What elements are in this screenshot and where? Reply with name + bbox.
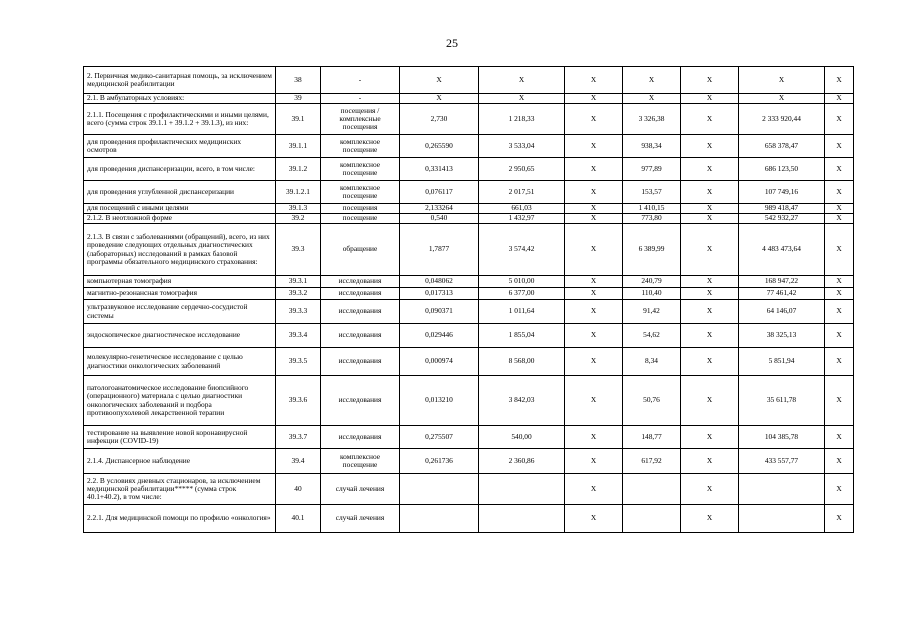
row-value-cell bbox=[623, 474, 681, 505]
row-code-cell: 40 bbox=[276, 474, 321, 505]
row-value-cell: 0,265590 bbox=[400, 135, 479, 158]
row-code-cell: 39.1.2 bbox=[276, 158, 321, 181]
row-value-cell: X bbox=[825, 474, 854, 505]
row-value-cell: X bbox=[825, 276, 854, 288]
row-value-cell: X bbox=[681, 94, 739, 104]
row-code-cell: 39.3.4 bbox=[276, 324, 321, 348]
row-code-cell: 39.4 bbox=[276, 449, 321, 474]
row-value-cell: 0,048062 bbox=[400, 276, 479, 288]
row-value-cell bbox=[479, 505, 565, 533]
table-row bbox=[84, 505, 854, 533]
row-value-cell: 3 574,42 bbox=[479, 224, 565, 276]
table-row bbox=[84, 158, 854, 181]
table-row bbox=[84, 288, 854, 300]
row-value-cell: X bbox=[565, 224, 623, 276]
row-name-cell: 2.1.3. В связи с заболеваниями (обращений), всего, из них проведение следующих отдельных диагностических (лабораторных) исследований в рамках базовой программы обязательного медицинского страхования: bbox=[84, 224, 276, 276]
row-unit-cell: исследования bbox=[321, 426, 400, 449]
row-value-cell: X bbox=[825, 288, 854, 300]
row-name-cell: тестирование на выявление новой коронавирусной инфекции (COVID-19) bbox=[84, 426, 276, 449]
table-row bbox=[84, 104, 854, 135]
row-name-cell: 2.2. В условиях дневных стационаров, за исключением медицинской реабилитации***** (сумма строк 40.1+40.2), в том числе: bbox=[84, 474, 276, 505]
row-value-cell: X bbox=[565, 104, 623, 135]
row-name-cell: для проведения диспансеризации, всего, в том числе: bbox=[84, 158, 276, 181]
row-name-cell: 2. Первичная медико-санитарная помощь, за исключением медицинской реабилитации bbox=[84, 67, 276, 94]
row-value-cell: X bbox=[400, 67, 479, 94]
row-value-cell: X bbox=[681, 214, 739, 224]
row-code-cell: 39.3 bbox=[276, 224, 321, 276]
row-value-cell: 0,090371 bbox=[400, 300, 479, 324]
row-value-cell: X bbox=[825, 324, 854, 348]
row-value-cell bbox=[623, 505, 681, 533]
row-code-cell: 39.3.7 bbox=[276, 426, 321, 449]
row-unit-cell: исследования bbox=[321, 300, 400, 324]
row-value-cell: 977,89 bbox=[623, 158, 681, 181]
row-value-cell: X bbox=[825, 426, 854, 449]
row-value-cell bbox=[739, 474, 825, 505]
row-value-cell: X bbox=[565, 276, 623, 288]
row-code-cell: 39.1.2.1 bbox=[276, 181, 321, 204]
row-value-cell: X bbox=[565, 214, 623, 224]
row-value-cell: X bbox=[681, 324, 739, 348]
row-value-cell: X bbox=[479, 67, 565, 94]
table-row bbox=[84, 135, 854, 158]
row-value-cell: X bbox=[681, 67, 739, 94]
row-value-cell: 0,261736 bbox=[400, 449, 479, 474]
row-value-cell: 0,275507 bbox=[400, 426, 479, 449]
row-value-cell: 0,013210 bbox=[400, 376, 479, 426]
row-value-cell: X bbox=[565, 324, 623, 348]
row-value-cell: 6 389,99 bbox=[623, 224, 681, 276]
row-value-cell: 2 360,86 bbox=[479, 449, 565, 474]
row-value-cell: 3 842,03 bbox=[479, 376, 565, 426]
row-code-cell: 39.1 bbox=[276, 104, 321, 135]
row-unit-cell: случай лечения bbox=[321, 505, 400, 533]
row-value-cell: 433 557,77 bbox=[739, 449, 825, 474]
row-value-cell: 5 010,00 bbox=[479, 276, 565, 288]
row-value-cell: 1,7877 bbox=[400, 224, 479, 276]
row-value-cell: 107 749,16 bbox=[739, 181, 825, 204]
row-value-cell: X bbox=[825, 505, 854, 533]
row-value-cell: X bbox=[739, 67, 825, 94]
row-value-cell: X bbox=[825, 449, 854, 474]
row-unit-cell: случай лечения bbox=[321, 474, 400, 505]
row-value-cell: 1 410,15 bbox=[623, 204, 681, 214]
table-row bbox=[84, 181, 854, 204]
row-value-cell: 3 533,04 bbox=[479, 135, 565, 158]
row-value-cell: X bbox=[565, 135, 623, 158]
row-value-cell: 38 325,13 bbox=[739, 324, 825, 348]
row-value-cell bbox=[400, 474, 479, 505]
row-unit-cell: комплексное посещение bbox=[321, 449, 400, 474]
row-unit-cell: посещения / комплексные посещения bbox=[321, 104, 400, 135]
row-code-cell: 39.1.3 bbox=[276, 204, 321, 214]
row-value-cell: 54,62 bbox=[623, 324, 681, 348]
row-value-cell: 168 947,22 bbox=[739, 276, 825, 288]
row-value-cell: X bbox=[479, 94, 565, 104]
row-value-cell: X bbox=[565, 288, 623, 300]
row-value-cell: 2,133264 bbox=[400, 204, 479, 214]
row-unit-cell: - bbox=[321, 94, 400, 104]
row-value-cell: X bbox=[825, 224, 854, 276]
row-value-cell: 1 218,33 bbox=[479, 104, 565, 135]
row-value-cell: 110,40 bbox=[623, 288, 681, 300]
row-value-cell: X bbox=[681, 348, 739, 376]
row-value-cell: 989 418,47 bbox=[739, 204, 825, 214]
row-value-cell: X bbox=[681, 505, 739, 533]
row-value-cell: 6 377,00 bbox=[479, 288, 565, 300]
row-unit-cell: комплексное посещение bbox=[321, 181, 400, 204]
row-name-cell: патологоанатомическое исследование биопсийного (операционного) материала с целью диагностики онкологических заболеваний и подбора противоопухолевой лекарственной терапии bbox=[84, 376, 276, 426]
row-value-cell: X bbox=[681, 426, 739, 449]
row-value-cell: X bbox=[681, 224, 739, 276]
row-value-cell: 617,92 bbox=[623, 449, 681, 474]
row-code-cell: 40.1 bbox=[276, 505, 321, 533]
row-value-cell: 0,076117 bbox=[400, 181, 479, 204]
row-value-cell: X bbox=[565, 181, 623, 204]
row-value-cell: X bbox=[681, 135, 739, 158]
row-value-cell: X bbox=[565, 449, 623, 474]
row-value-cell: X bbox=[825, 67, 854, 94]
row-value-cell: X bbox=[739, 94, 825, 104]
row-value-cell: X bbox=[623, 94, 681, 104]
row-value-cell: 0,017313 bbox=[400, 288, 479, 300]
row-value-cell: X bbox=[825, 181, 854, 204]
row-value-cell: 153,57 bbox=[623, 181, 681, 204]
table-row bbox=[84, 474, 854, 505]
row-unit-cell: исследования bbox=[321, 288, 400, 300]
row-value-cell: 4 483 473,64 bbox=[739, 224, 825, 276]
row-code-cell: 39.3.1 bbox=[276, 276, 321, 288]
row-value-cell: 0,331413 bbox=[400, 158, 479, 181]
row-value-cell: X bbox=[565, 376, 623, 426]
row-value-cell: 773,80 bbox=[623, 214, 681, 224]
row-value-cell: 104 385,78 bbox=[739, 426, 825, 449]
row-value-cell: X bbox=[681, 158, 739, 181]
row-value-cell: X bbox=[825, 300, 854, 324]
row-value-cell: 240,79 bbox=[623, 276, 681, 288]
row-name-cell: молекулярно-генетическое исследование с целью диагностики онкологических заболеваний bbox=[84, 348, 276, 376]
row-value-cell: X bbox=[825, 214, 854, 224]
row-value-cell: X bbox=[565, 474, 623, 505]
table-row bbox=[84, 300, 854, 324]
row-value-cell: 77 461,42 bbox=[739, 288, 825, 300]
row-value-cell: X bbox=[681, 449, 739, 474]
row-value-cell: 50,76 bbox=[623, 376, 681, 426]
row-name-cell: 2.1. В амбулаторных условиях: bbox=[84, 94, 276, 104]
row-value-cell: 5 851,94 bbox=[739, 348, 825, 376]
row-value-cell: X bbox=[565, 204, 623, 214]
table-row bbox=[84, 449, 854, 474]
table-row bbox=[84, 67, 854, 94]
row-unit-cell: посещение bbox=[321, 214, 400, 224]
row-unit-cell: исследования bbox=[321, 276, 400, 288]
row-unit-cell: исследования bbox=[321, 324, 400, 348]
row-value-cell: X bbox=[623, 67, 681, 94]
row-value-cell: 1 855,04 bbox=[479, 324, 565, 348]
page-number: 25 bbox=[446, 36, 458, 50]
row-value-cell bbox=[479, 474, 565, 505]
row-code-cell: 39 bbox=[276, 94, 321, 104]
row-value-cell: X bbox=[825, 204, 854, 214]
row-value-cell: X bbox=[825, 158, 854, 181]
row-value-cell: X bbox=[825, 104, 854, 135]
row-value-cell: 64 146,07 bbox=[739, 300, 825, 324]
row-unit-cell: исследования bbox=[321, 376, 400, 426]
row-value-cell: X bbox=[681, 474, 739, 505]
row-name-cell: компьютерная томография bbox=[84, 276, 276, 288]
row-name-cell: для проведения профилактических медицинских осмотров bbox=[84, 135, 276, 158]
table-row bbox=[84, 376, 854, 426]
row-value-cell: 938,34 bbox=[623, 135, 681, 158]
row-value-cell: X bbox=[681, 276, 739, 288]
row-value-cell: 0,000974 bbox=[400, 348, 479, 376]
row-unit-cell: комплексное посещение bbox=[321, 158, 400, 181]
table-row bbox=[84, 214, 854, 224]
table-row bbox=[84, 276, 854, 288]
row-value-cell: X bbox=[681, 104, 739, 135]
row-value-cell: 2 950,65 bbox=[479, 158, 565, 181]
row-value-cell: 148,77 bbox=[623, 426, 681, 449]
row-value-cell: 8,34 bbox=[623, 348, 681, 376]
row-value-cell: 540,00 bbox=[479, 426, 565, 449]
table-row bbox=[84, 348, 854, 376]
row-value-cell: X bbox=[565, 505, 623, 533]
row-code-cell: 39.2 bbox=[276, 214, 321, 224]
row-code-cell: 39.1.1 bbox=[276, 135, 321, 158]
row-value-cell: 686 123,50 bbox=[739, 158, 825, 181]
row-value-cell: 8 568,00 bbox=[479, 348, 565, 376]
row-value-cell: X bbox=[565, 348, 623, 376]
row-code-cell: 39.3.3 bbox=[276, 300, 321, 324]
row-value-cell: 1 011,64 bbox=[479, 300, 565, 324]
row-code-cell: 39.3.5 bbox=[276, 348, 321, 376]
row-value-cell: 35 611,78 bbox=[739, 376, 825, 426]
row-name-cell: для посещений с иными целями bbox=[84, 204, 276, 214]
row-value-cell: 2 333 920,44 bbox=[739, 104, 825, 135]
row-name-cell: 2.1.1. Посещения с профилактическими и иными целями, всего (сумма строк 39.1.1 + 39.1.2 + 39.1.3), из них: bbox=[84, 104, 276, 135]
row-value-cell: 91,42 bbox=[623, 300, 681, 324]
table-row bbox=[84, 224, 854, 276]
row-value-cell: 2 017,51 bbox=[479, 181, 565, 204]
row-value-cell bbox=[400, 505, 479, 533]
row-value-cell: X bbox=[681, 300, 739, 324]
row-value-cell bbox=[739, 505, 825, 533]
row-value-cell: X bbox=[565, 158, 623, 181]
row-value-cell: X bbox=[825, 376, 854, 426]
table-row bbox=[84, 204, 854, 214]
table-row bbox=[84, 426, 854, 449]
financing-table bbox=[83, 66, 854, 533]
row-unit-cell: посещения bbox=[321, 204, 400, 214]
row-name-cell: эндоскопическое диагностическое исследование bbox=[84, 324, 276, 348]
row-name-cell: магнитно-резонансная томография bbox=[84, 288, 276, 300]
row-value-cell: X bbox=[681, 204, 739, 214]
table-row bbox=[84, 94, 854, 104]
row-value-cell: X bbox=[681, 288, 739, 300]
row-value-cell: 0,540 bbox=[400, 214, 479, 224]
row-unit-cell: - bbox=[321, 67, 400, 94]
row-value-cell: 0,029446 bbox=[400, 324, 479, 348]
row-value-cell: X bbox=[681, 181, 739, 204]
row-name-cell: 2.2.1. Для медицинской помощи по профилю «онкология» bbox=[84, 505, 276, 533]
row-value-cell: 2,730 bbox=[400, 104, 479, 135]
row-value-cell: X bbox=[825, 94, 854, 104]
row-unit-cell: комплексное посещение bbox=[321, 135, 400, 158]
row-value-cell: X bbox=[565, 426, 623, 449]
row-name-cell: 2.1.4. Диспансерное наблюдение bbox=[84, 449, 276, 474]
row-value-cell: X bbox=[681, 376, 739, 426]
row-code-cell: 39.3.6 bbox=[276, 376, 321, 426]
row-value-cell: 661,03 bbox=[479, 204, 565, 214]
row-value-cell: X bbox=[565, 94, 623, 104]
row-value-cell: 658 378,47 bbox=[739, 135, 825, 158]
row-code-cell: 38 bbox=[276, 67, 321, 94]
row-name-cell: 2.1.2. В неотложной форме bbox=[84, 214, 276, 224]
row-code-cell: 39.3.2 bbox=[276, 288, 321, 300]
row-value-cell: X bbox=[565, 67, 623, 94]
row-unit-cell: обращение bbox=[321, 224, 400, 276]
row-name-cell: ультразвуковое исследование сердечно-сосудистой системы bbox=[84, 300, 276, 324]
row-value-cell: 542 932,27 bbox=[739, 214, 825, 224]
row-value-cell: X bbox=[400, 94, 479, 104]
row-value-cell: X bbox=[565, 300, 623, 324]
row-value-cell: 3 326,38 bbox=[623, 104, 681, 135]
row-name-cell: для проведения углубленной диспансеризации bbox=[84, 181, 276, 204]
table-row bbox=[84, 324, 854, 348]
row-value-cell: X bbox=[825, 348, 854, 376]
row-value-cell: 1 432,97 bbox=[479, 214, 565, 224]
row-value-cell: X bbox=[825, 135, 854, 158]
row-unit-cell: исследования bbox=[321, 348, 400, 376]
